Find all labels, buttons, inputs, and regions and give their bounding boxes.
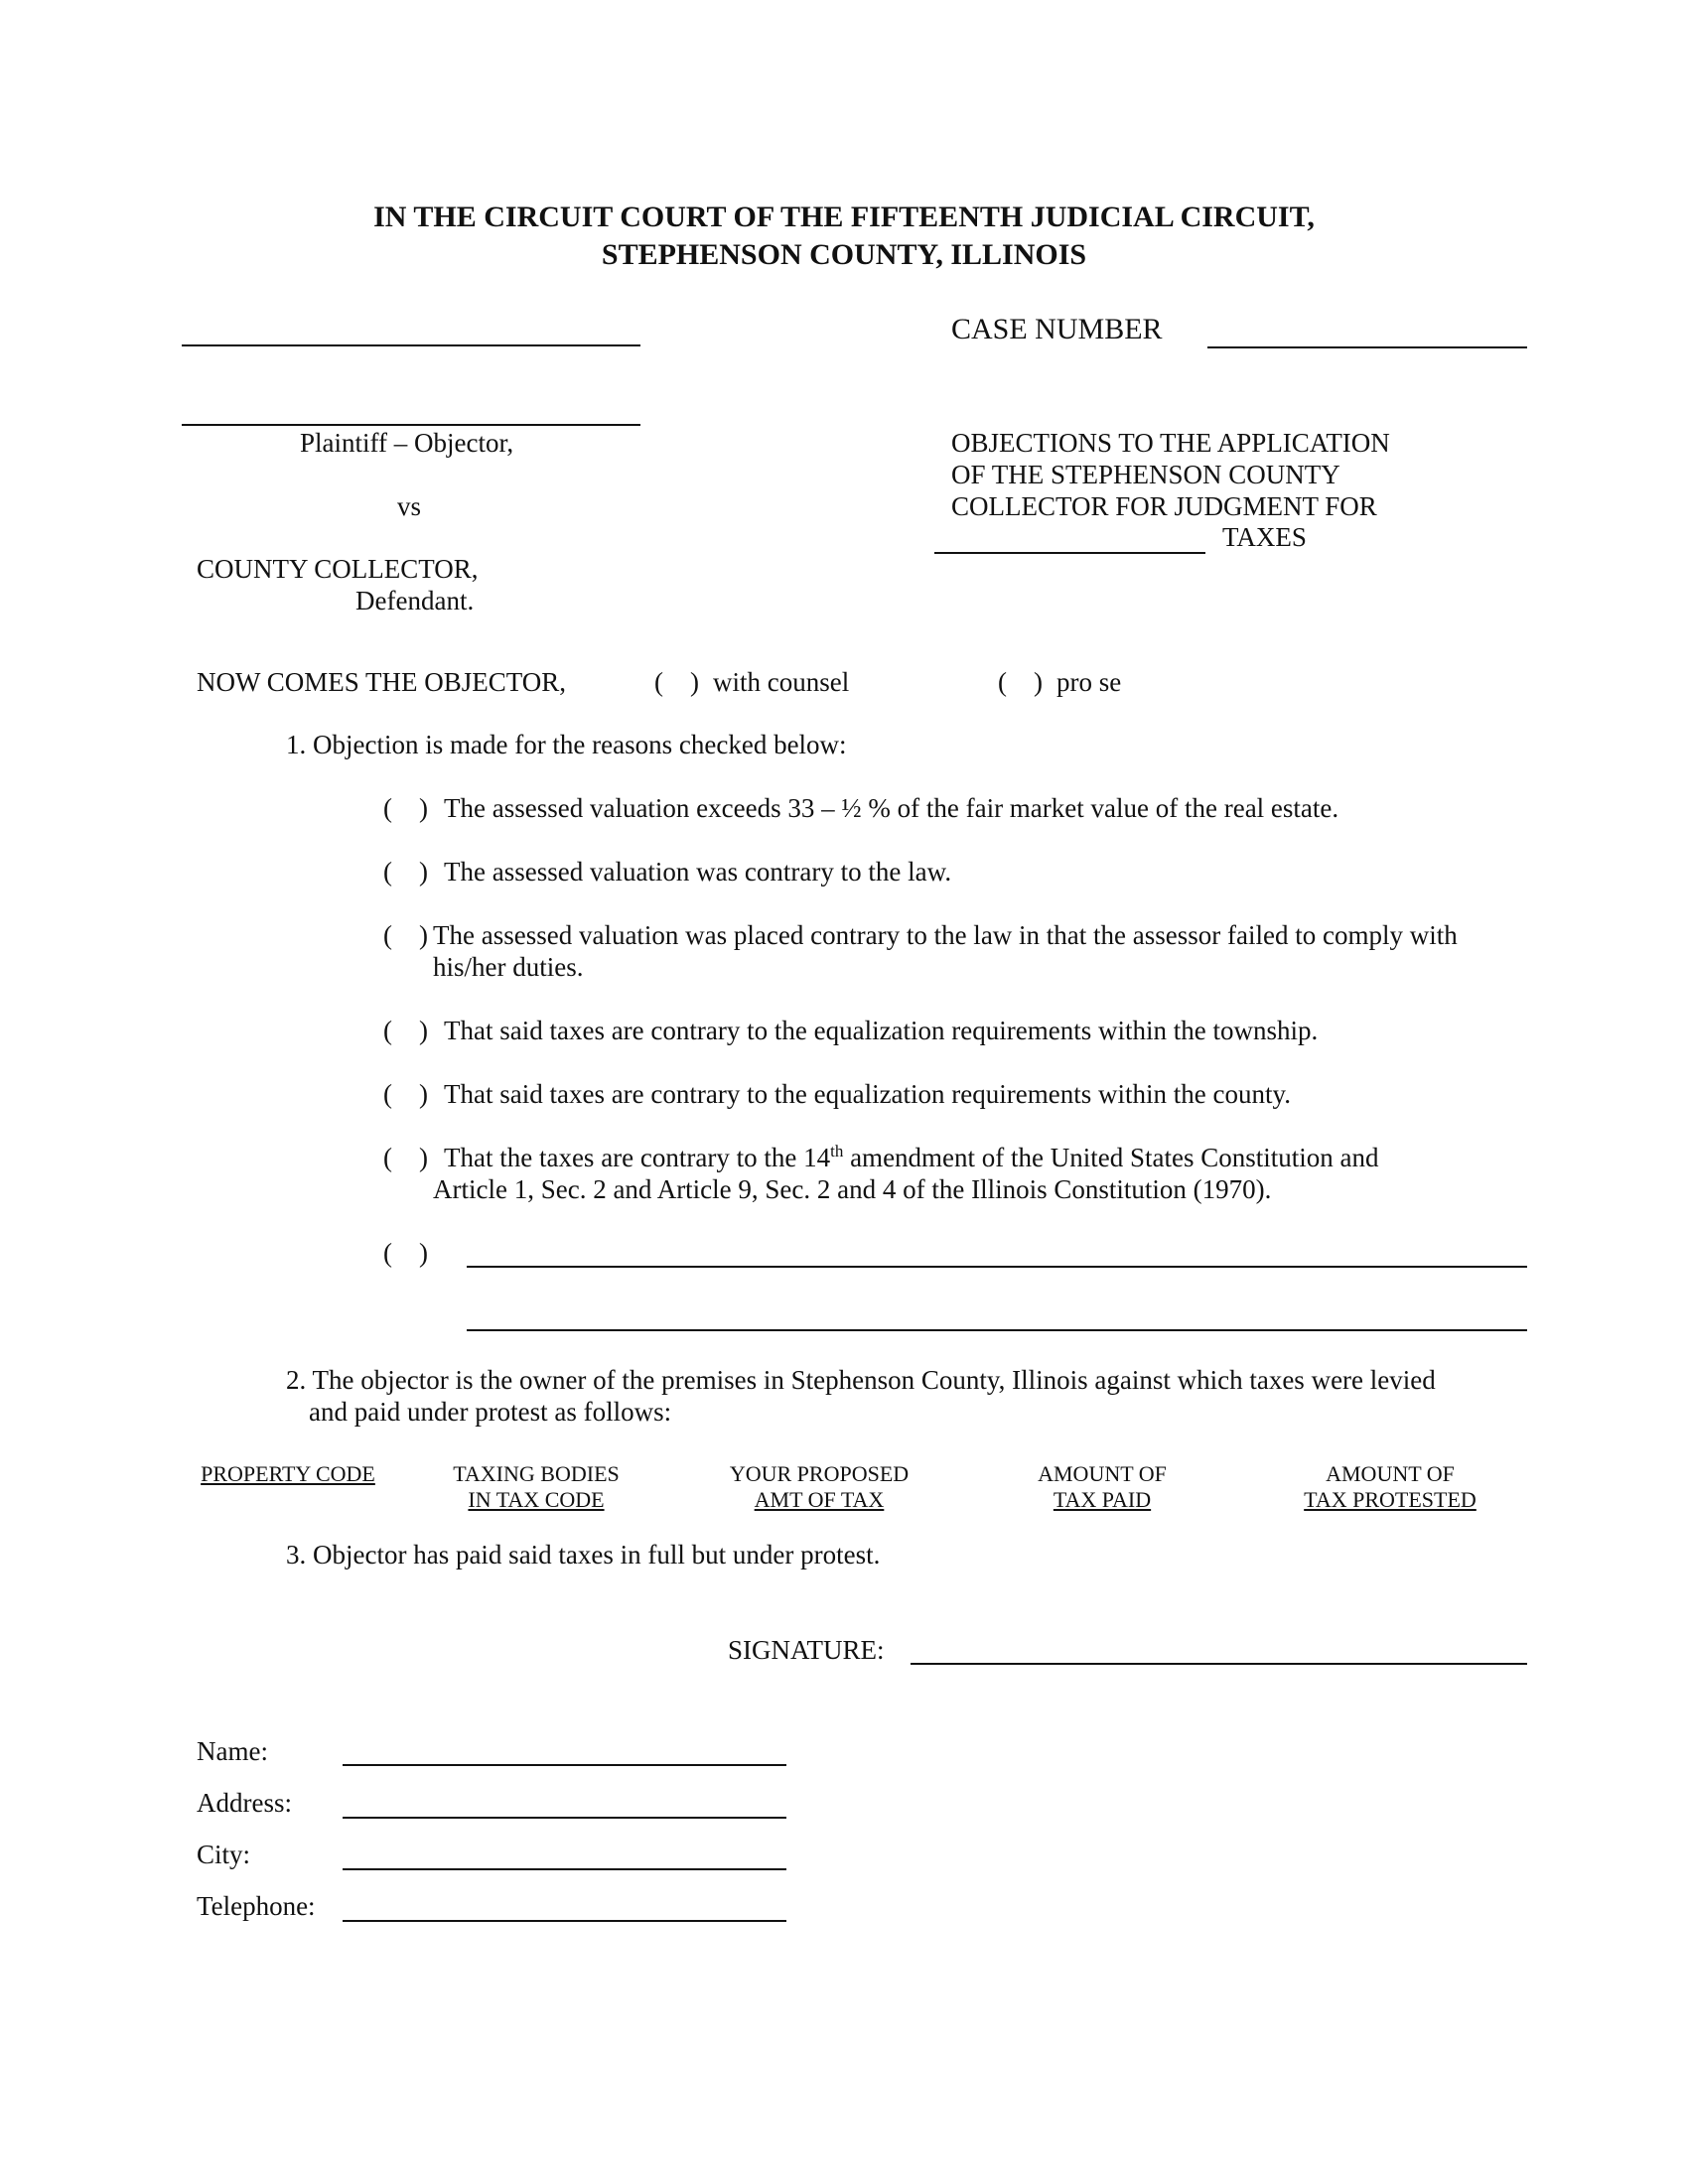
vs-label: vs <box>397 491 422 521</box>
reason5-checkbox[interactable]: ( ) <box>383 1079 428 1109</box>
caption-line3: COLLECTOR FOR JUDGMENT FOR <box>951 491 1377 521</box>
defendant-role: Defendant. <box>355 586 475 615</box>
name-field[interactable] <box>343 1764 786 1766</box>
col-proposed-amt: YOUR PROPOSED AMT OF TAX <box>729 1461 910 1512</box>
city-field[interactable] <box>343 1868 786 1870</box>
address-field[interactable] <box>343 1817 786 1819</box>
col-tax-paid: AMOUNT OF TAX PAID <box>1038 1461 1167 1512</box>
reason7-checkbox[interactable]: ( ) <box>383 1238 428 1268</box>
caption-line1: OBJECTIONS TO THE APPLICATION <box>951 428 1390 458</box>
reason2-text: The assessed valuation was contrary to the law. <box>444 857 952 887</box>
reason6-text: That the taxes are contrary to the 14th amendment of the United States Constitution and <box>444 1142 1379 1172</box>
name-label: Name: <box>197 1736 268 1766</box>
signature-label: SIGNATURE: <box>728 1635 885 1665</box>
section2-line1: 2. The objector is the owner of the premises in Stephenson County, Illinois against which taxes were levied <box>286 1365 1436 1395</box>
pro-se-label: pro se <box>1056 667 1122 697</box>
party-blank-line[interactable] <box>182 344 640 346</box>
col-tax-protested: AMOUNT OF TAX PROTESTED <box>1304 1461 1477 1512</box>
plaintiff-name-field[interactable] <box>182 424 640 426</box>
section2-line2: and paid under protest as follows: <box>309 1397 672 1427</box>
reason2-checkbox[interactable]: ( ) <box>383 857 428 887</box>
reason4-text: That said taxes are contrary to the equalization requirements within the township. <box>444 1016 1319 1045</box>
case-number-label: CASE NUMBER <box>951 313 1163 345</box>
signature-field[interactable] <box>911 1663 1527 1665</box>
reason3-text: The assessed valuation was placed contrary to the law in that the assessor failed to comply with <box>433 920 1458 950</box>
other-reason-field-cont[interactable] <box>467 1329 1527 1331</box>
reason1-text: The assessed valuation exceeds 33 – ½ % of the fair market value of the real estate. <box>444 793 1339 823</box>
with-counsel-label: with counsel <box>713 667 850 697</box>
address-label: Address: <box>197 1788 292 1818</box>
reason4-checkbox[interactable]: ( ) <box>383 1016 428 1045</box>
col-taxing-bodies: TAXING BODIES IN TAX CODE <box>453 1461 620 1512</box>
case-number-field[interactable] <box>1207 346 1527 348</box>
section3-text: 3. Objector has paid said taxes in full but under protest. <box>286 1540 881 1570</box>
reason5-text: That said taxes are contrary to the equalization requirements within the county. <box>444 1079 1291 1109</box>
now-comes-label: NOW COMES THE OBJECTOR, <box>197 667 567 697</box>
col-property-code: PROPERTY CODE <box>201 1461 375 1486</box>
defendant-name: COUNTY COLLECTOR, <box>197 554 479 584</box>
with-counsel-checkbox[interactable]: ( ) <box>654 667 699 697</box>
reason3-text-cont: his/her duties. <box>433 952 584 982</box>
caption-line2: OF THE STEPHENSON COUNTY <box>951 460 1340 489</box>
court-title-line2: STEPHENSON COUNTY, ILLINOIS <box>601 238 1087 271</box>
reason6-checkbox[interactable]: ( ) <box>383 1143 428 1172</box>
pro-se-checkbox[interactable]: ( ) <box>998 667 1043 697</box>
reason3-checkbox[interactable]: ( ) <box>383 920 428 950</box>
tax-year-field[interactable] <box>934 552 1205 554</box>
telephone-field[interactable] <box>343 1920 786 1922</box>
reason6-text-cont: Article 1, Sec. 2 and Article 9, Sec. 2 and 4 of the Illinois Constitution (1970). <box>433 1174 1272 1204</box>
reason1-checkbox[interactable]: ( ) <box>383 793 428 823</box>
telephone-label: Telephone: <box>197 1891 316 1921</box>
city-label: City: <box>197 1840 251 1869</box>
plaintiff-label: Plaintiff – Objector, <box>300 428 514 458</box>
court-title-line1: IN THE CIRCUIT COURT OF THE FIFTEENTH JUDICIAL CIRCUIT, <box>373 201 1315 233</box>
section1-title: 1. Objection is made for the reasons checked below: <box>286 730 847 759</box>
other-reason-field[interactable] <box>467 1266 1527 1268</box>
caption-line4: TAXES <box>1222 522 1307 552</box>
